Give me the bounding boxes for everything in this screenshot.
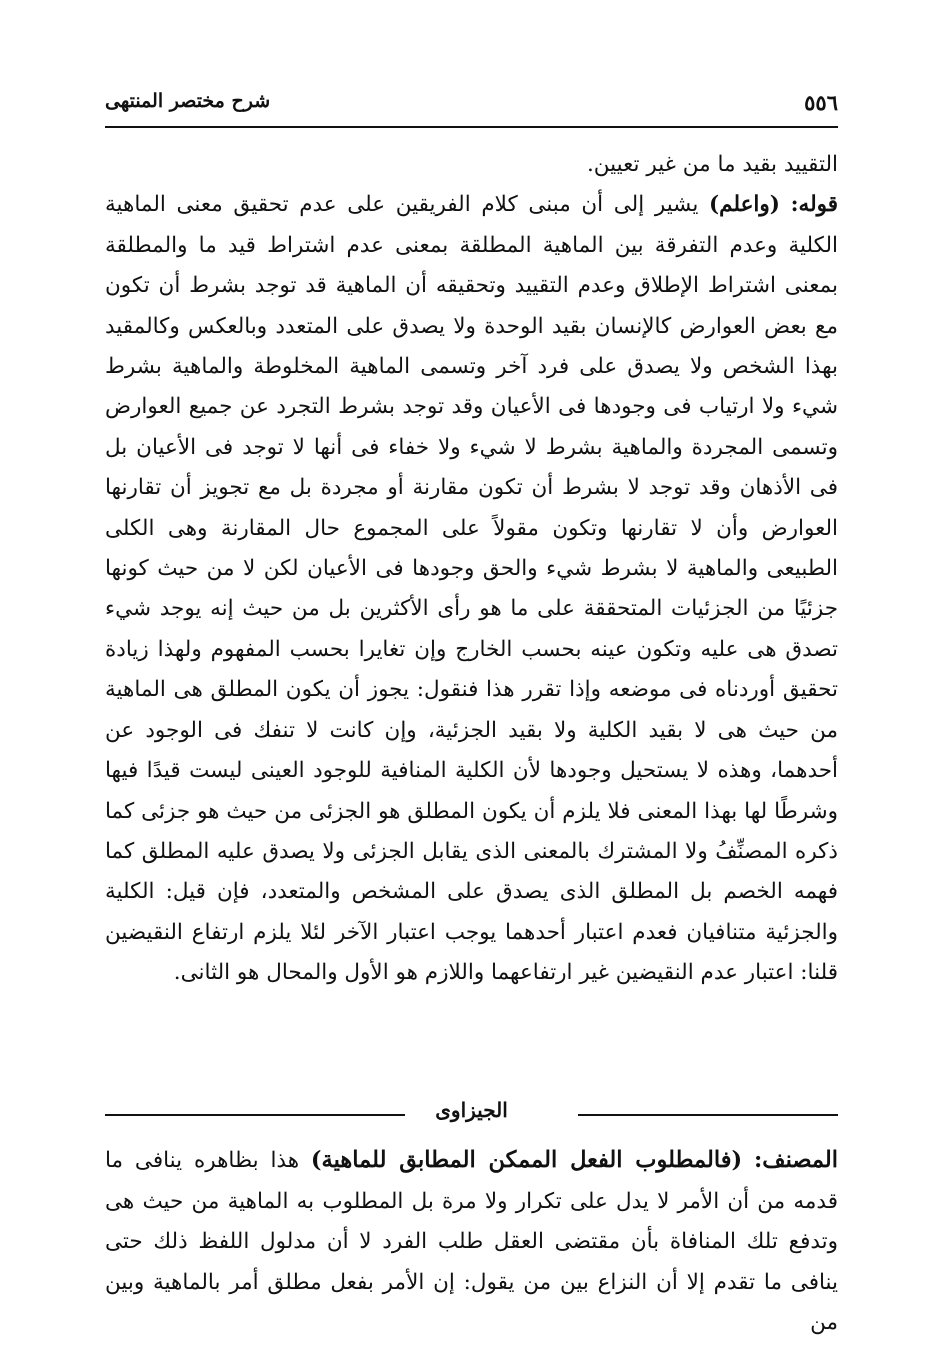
commentary-label: المصنف: — [753, 1147, 838, 1173]
paragraph-label: قوله: — [790, 192, 839, 218]
header-rule — [105, 126, 838, 128]
commentary-paragraph — [105, 1140, 838, 1344]
main-text-block — [105, 145, 838, 994]
opening-line — [105, 145, 838, 185]
divider-line-left — [105, 1114, 405, 1116]
opening-text: التقييد بقيد ما من غير تعيين. — [586, 152, 838, 177]
commentary-block — [105, 1140, 838, 1344]
page-header — [105, 86, 838, 126]
paragraph-keyword: (واعلم) — [709, 192, 780, 218]
commentary-body: هذا بظاهره ينافى ما قدمه من أن الأمر لا يدل على تكرار ولا مرة بل المطلوب به الماهية من حيث هى وتدفع تلك المنافاة بأن مقتضى العقل طلب الفرد لا أن مدلول اللفظ ذلك حتى ينافى ما تقدم إلا أن النزاع بين من يقول: إن الأمر بفعل مطلق أمر بالماهية وبين من — [105, 1148, 838, 1335]
divider-label: الجيزاوى — [435, 1098, 508, 1122]
running-title: شرح مختصر المنتهى — [105, 90, 271, 112]
paragraph-body: يشير إلى أن مبنى كلام الفريقين على عدم تحقيق معنى الماهية الكلية وعدم التفرقة بين الماهية المطلقة بمعنى عدم اشتراط قيد ما والمطلقة بمعنى اشتراط الإطلاق وعدم التقييد وتحقيقه أن الماهية قد توجد بشرط أن تكون مع بعض العوارض كالإنسان بقيد الوحدة ولا يصدق على المتعدد وبالعكس وكالمقيد بهذا الشخص ولا يصدق على فرد آخر وتسمى الماهية المخلوطة والماهية بشرط شيء ولا ارتياب فى وجودها فى الأعيان وقد توجد بشرط التجرد عن جميع العوارض وتسمى المجردة والماهية بشرط لا شيء ولا خفاء فى أنها لا توجد فى الأعيان بل فى الأذهان وقد توجد لا بشرط أن تكون مقارنة أو مجردة بل مع تجويز أن تقارنها العوارض وأن لا تقارنها وتكون مقولاً على المجموع حال المقارنة وهى الكلى الطبيعى والماهية لا بشرط شيء والحق وجودها فى الأعيان لكن لا من حيث كونها جزئيًا من الجزئيات المتحققة على ما هو رأى الأكثرين بل من حيث إنه يوجد شيء تصدق هى عليه وتكون عينه بحسب الخارج وإن تغايرا بحسب المفهوم ولهذا زيادة تحقيق أوردناه فى موضعه وإذا تقرر هذا فنقول: يجوز أن يكون المطلق هى الماهية من حيث هى لا بقيد الكلية ولا بقيد الجزئية، وإن كانت لا تنفك فى الوجود عن أحدهما، وهذه لا يستحيل وجودها لأن الكلية المنافية للوجود العينى ليست قيدًا فيها وشرطًا لها بهذا المعنى فلا يلزم أن يكون المطلق هو الجزئى من حيث هو جزئى كما ذكره المصنِّفُ ولا المشترك بالمعنى الذى يقابل الجزئى ولا يصدق عليه المطلق كما فهمه الخصم بل المطلق الذى يصدق على المشخص والمتعدد، فإن قيل: الكلية والجزئية متنافيان فعدم اعتبار أحدهما يوجب اعتبار الآخر لئلا يلزم ارتفاع النقيضين قلنا: اعتبار عدم النقيضين غير ارتفاعهما واللازم هو الأول والمحال هو الثانى. — [105, 192, 838, 986]
main-paragraph — [105, 185, 838, 993]
section-divider — [105, 1098, 838, 1134]
commentary-quote: (فالمطلوب الفعل الممكن المطابق للماهية) — [310, 1147, 743, 1173]
page-number: ٥٥٦ — [804, 90, 838, 115]
